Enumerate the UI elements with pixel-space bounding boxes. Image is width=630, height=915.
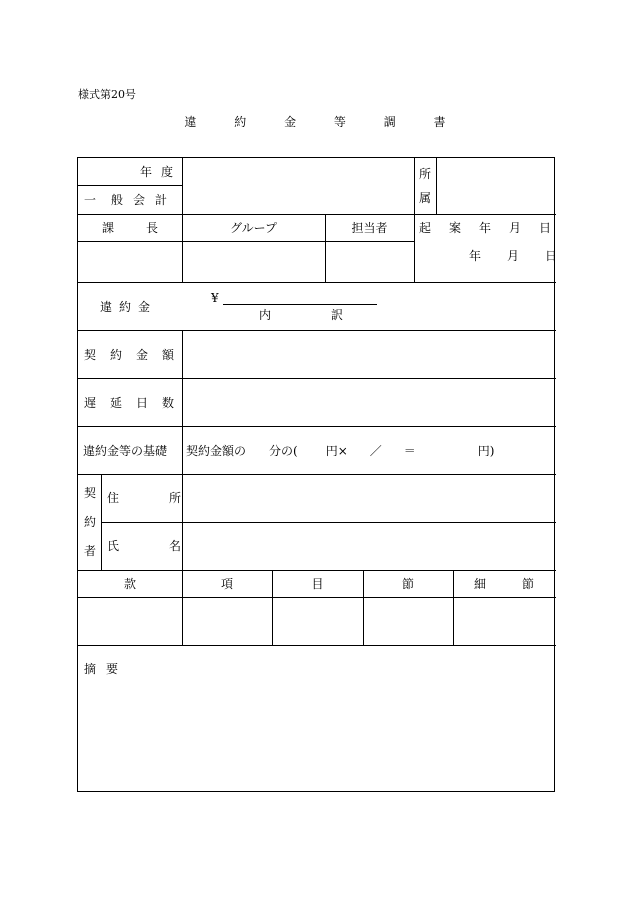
general-account-label: 一 般 会 計 [84, 193, 167, 207]
title-char: 等 [333, 115, 346, 129]
yen-mark: ¥ [211, 291, 219, 305]
row-divider [78, 645, 556, 646]
contract-amount-label: 契 約 金 額 [84, 348, 175, 362]
form-table [77, 157, 558, 792]
title-char: 書 [433, 115, 446, 129]
kou-field[interactable] [183, 598, 271, 644]
kou-header: 項 [220, 577, 233, 591]
title-char: 約 [234, 115, 247, 129]
group-label: グループ [229, 221, 278, 235]
moku-header: 目 [311, 577, 324, 591]
saisetsu-field[interactable] [454, 598, 555, 644]
title-char: 調 [383, 115, 396, 129]
summary-label: 摘 要 [84, 662, 119, 676]
contractor-label-2: 約 [84, 515, 97, 529]
contractor-label-3: 者 [84, 544, 97, 558]
department-label-1: 所 [419, 167, 432, 181]
penalty-label: 違 約 金 [100, 300, 151, 314]
basis-formula: 契約金額の 分の( 円× ／ ＝ 円) [186, 444, 495, 458]
col-divider [101, 474, 102, 570]
address-label: 住 所 [107, 491, 182, 505]
kan-header: 款 [123, 577, 136, 591]
setsu-header: 節 [401, 577, 414, 591]
row-divider [78, 185, 182, 186]
saisetsu-header: 細 節 [474, 577, 535, 591]
department-field[interactable] [437, 159, 555, 213]
name-label: 氏 名 [107, 539, 182, 553]
group-seal-field[interactable] [183, 242, 324, 281]
section-chief-seal-field[interactable] [79, 242, 181, 281]
document-title [0, 113, 630, 130]
delay-days-field[interactable] [183, 379, 555, 425]
section-chief-label: 課 長 [102, 221, 159, 235]
person-in-charge-seal-field[interactable] [326, 242, 413, 281]
penalty-amount-field[interactable] [223, 289, 377, 305]
contractor-label-1: 契 [84, 486, 97, 500]
address-field[interactable] [183, 475, 555, 521]
basis-label: 違約金等の基礎 [83, 444, 168, 458]
breakdown-label-2: 訳 [331, 308, 344, 322]
row-divider [78, 570, 556, 571]
person-in-charge-label: 担当者 [351, 221, 388, 235]
kan-field[interactable] [79, 598, 181, 644]
row-divider [78, 282, 556, 283]
form-number: 様式第20号 [78, 88, 136, 101]
draft-date-blank: 年 月 日 [469, 249, 558, 263]
setsu-field[interactable] [364, 598, 452, 644]
row-divider [78, 214, 556, 215]
delay-days-label: 遅 延 日 数 [84, 396, 175, 410]
department-label-2: 属 [419, 191, 432, 205]
fiscal-year-label: 年 度 [140, 165, 174, 179]
title-char: 違 [184, 115, 197, 129]
contract-amount-field[interactable] [183, 331, 555, 377]
breakdown-label-1: 内 [259, 308, 272, 322]
name-field[interactable] [183, 523, 555, 569]
fiscal-year-field[interactable] [183, 159, 413, 213]
draft-date-label: 起 案 年 月 日 [419, 221, 552, 235]
summary-field[interactable] [79, 680, 555, 790]
title-char: 金 [284, 115, 297, 129]
row-divider [78, 426, 556, 427]
col-divider [414, 158, 415, 282]
moku-field[interactable] [273, 598, 362, 644]
